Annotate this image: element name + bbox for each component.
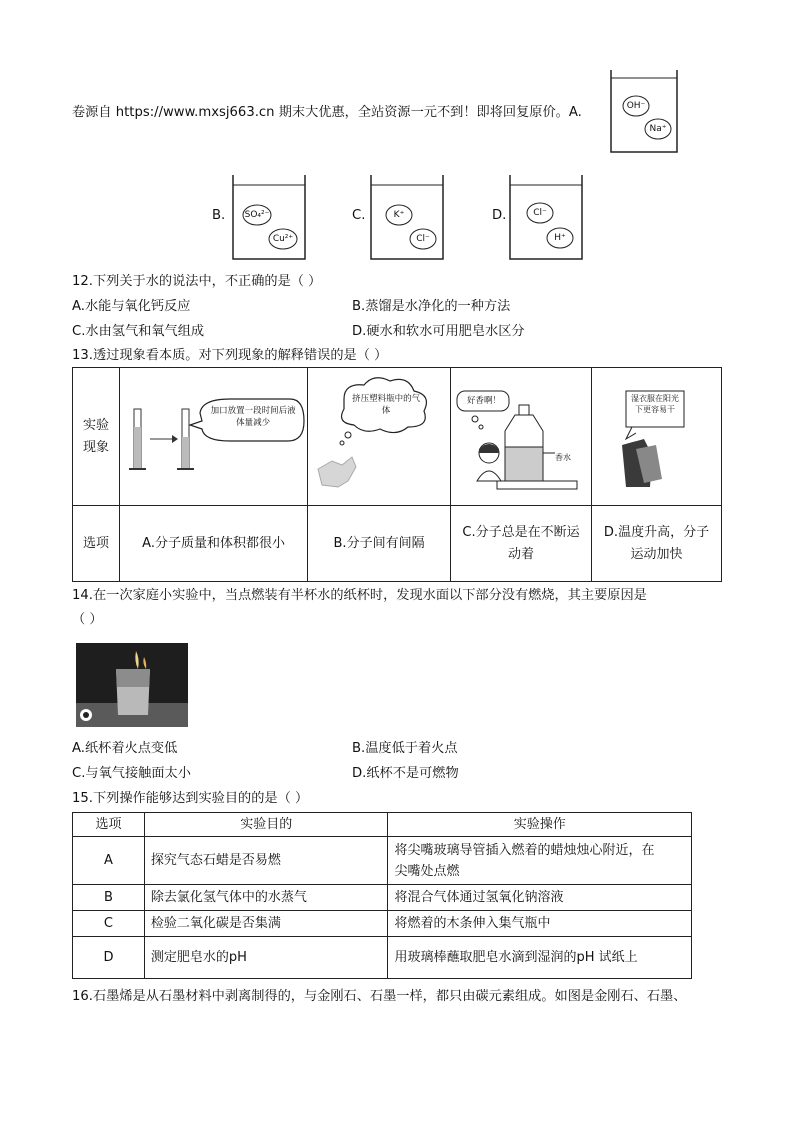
row-operation xyxy=(388,837,692,885)
choice-text: B.分子间有间隔 xyxy=(333,535,425,551)
q13-choice-a xyxy=(120,506,308,582)
ion-label: Cl⁻ xyxy=(416,234,430,244)
row-goal: 探究气态石蜡是否易燃 xyxy=(144,837,388,885)
row-option: C xyxy=(73,911,145,937)
choice-text: A.分子质量和体积都很小 xyxy=(142,535,285,551)
bubble-text: 好香啊！ xyxy=(467,395,502,406)
row-option: B xyxy=(73,885,145,911)
choice-text: 运动加快 xyxy=(630,546,683,562)
q16-stem: 16.石墨烯是从石墨材料中剥离制得的，与金刚石、石墨一样，都只由碳元素组成。如图是金刚石、石墨、 xyxy=(72,989,687,1004)
operation-line: 尖嘴处点燃 xyxy=(394,863,460,879)
paper-cup-photo xyxy=(76,643,188,727)
image-perfume xyxy=(451,368,592,506)
row-operation: 将燃着的木条伸入集气瓶中 xyxy=(388,911,692,937)
ion-label: Na⁺ xyxy=(649,124,667,134)
beaker-d xyxy=(507,173,585,261)
table-row xyxy=(73,937,692,979)
image-bottle xyxy=(308,368,451,506)
ion-label: Cu²⁺ xyxy=(272,234,294,244)
header-choice: 选项 xyxy=(73,506,120,582)
bubble-text: 挤压塑料瓶中的气体 xyxy=(352,393,421,416)
clothes-illustration xyxy=(592,369,720,505)
option-label-d: D. xyxy=(492,208,507,223)
beaker-c xyxy=(368,173,446,261)
operation-line: 将尖嘴玻璃导管插入燃着的蜡烛烛心附近，在 xyxy=(394,842,655,858)
cylinder-illustration xyxy=(120,369,306,505)
choice-text: D.温度升高，分子 xyxy=(603,524,710,540)
q15-stem: 15.下列操作能够达到实验目的的是（ ） xyxy=(72,791,309,806)
option-label-b: B. xyxy=(212,208,226,223)
table-row xyxy=(73,911,692,937)
row-option: D xyxy=(73,937,145,979)
q13-choice-b xyxy=(308,506,451,582)
option-label-c: C. xyxy=(352,208,366,223)
q14-option-d: D.纸杯不是可燃物 xyxy=(352,766,459,781)
ion-label: H⁺ xyxy=(554,233,566,243)
perfume-illustration xyxy=(451,369,590,505)
q14-stem: 14.在一次家庭小实验中，当点燃装有半杯水的纸杯时，发现水面以下部分没有燃烧，其主要原因是 xyxy=(72,588,647,603)
q15-header-operation: 实验操作 xyxy=(388,813,692,837)
q15-header-option: 选项 xyxy=(73,813,145,837)
q13-choice-d xyxy=(592,506,722,582)
q14-option-b: B.温度低于着火点 xyxy=(352,741,458,756)
ion-label: SO₄²⁻ xyxy=(244,210,270,220)
ion-label: Cl⁻ xyxy=(533,208,547,218)
perfume-label: 香水 xyxy=(555,452,572,462)
ion-label: K⁺ xyxy=(393,210,405,220)
q12-option-d: D.硬水和软水可用肥皂水区分 xyxy=(352,324,525,339)
q14-stem-bracket: （ ） xyxy=(72,612,103,627)
header-text: 实验 xyxy=(83,417,110,433)
header-phenomenon xyxy=(73,368,120,506)
row-goal: 除去氯化氢气体中的水蒸气 xyxy=(144,885,388,911)
q12-option-c: C.水由氢气和氧气组成 xyxy=(72,324,205,339)
beaker-a xyxy=(608,68,680,154)
table-row xyxy=(73,837,692,885)
bubble-text: 加口放置一段时间后液体量减少 xyxy=(210,405,296,428)
row-option: A xyxy=(73,837,145,885)
q15-table xyxy=(72,812,692,979)
header-text: 现象 xyxy=(83,439,110,455)
beaker-b xyxy=(230,173,308,261)
image-cylinders xyxy=(120,368,308,506)
q13-choice-c xyxy=(451,506,592,582)
q12-option-b: B.蒸馏是水净化的一种方法 xyxy=(352,299,511,314)
q14-option-c: C.与氧气接触面太小 xyxy=(72,766,191,781)
q12-stem: 12.下列关于水的说法中，不正确的是（ ） xyxy=(72,274,322,289)
choice-text: C.分子总是在不断运 xyxy=(462,524,580,540)
row-operation: 将混合气体通过氢氧化钠溶液 xyxy=(388,885,692,911)
cup-flame-illustration xyxy=(76,643,188,727)
ion-label: OH⁻ xyxy=(626,101,646,111)
q12-option-a: A.水能与氧化钙反应 xyxy=(72,299,191,314)
q15-header-goal: 实验目的 xyxy=(144,813,388,837)
cloud-bottle-illustration xyxy=(308,369,449,505)
q14-option-a: A.纸杯着火点变低 xyxy=(72,741,178,756)
row-goal: 检验二氧化碳是否集满 xyxy=(144,911,388,937)
q13-table xyxy=(72,367,722,582)
row-goal: 测定肥皂水的pH xyxy=(144,937,388,979)
row-operation: 用玻璃棒蘸取肥皂水滴到湿润的pH 试纸上 xyxy=(388,937,692,979)
choice-text: 动着 xyxy=(508,546,535,562)
bubble-text: 湿衣服在阳光下更容易干 xyxy=(631,393,679,414)
table-row xyxy=(73,885,692,911)
q13-stem: 13.透过现象看本质。对下列现象的解释错误的是（ ） xyxy=(72,348,388,363)
image-clothes xyxy=(592,368,722,506)
source-header-text: 卷源自 https://www.mxsj663.cn 期末大优惠，全站资源一元不到！即将回复原价。A. xyxy=(72,105,582,120)
